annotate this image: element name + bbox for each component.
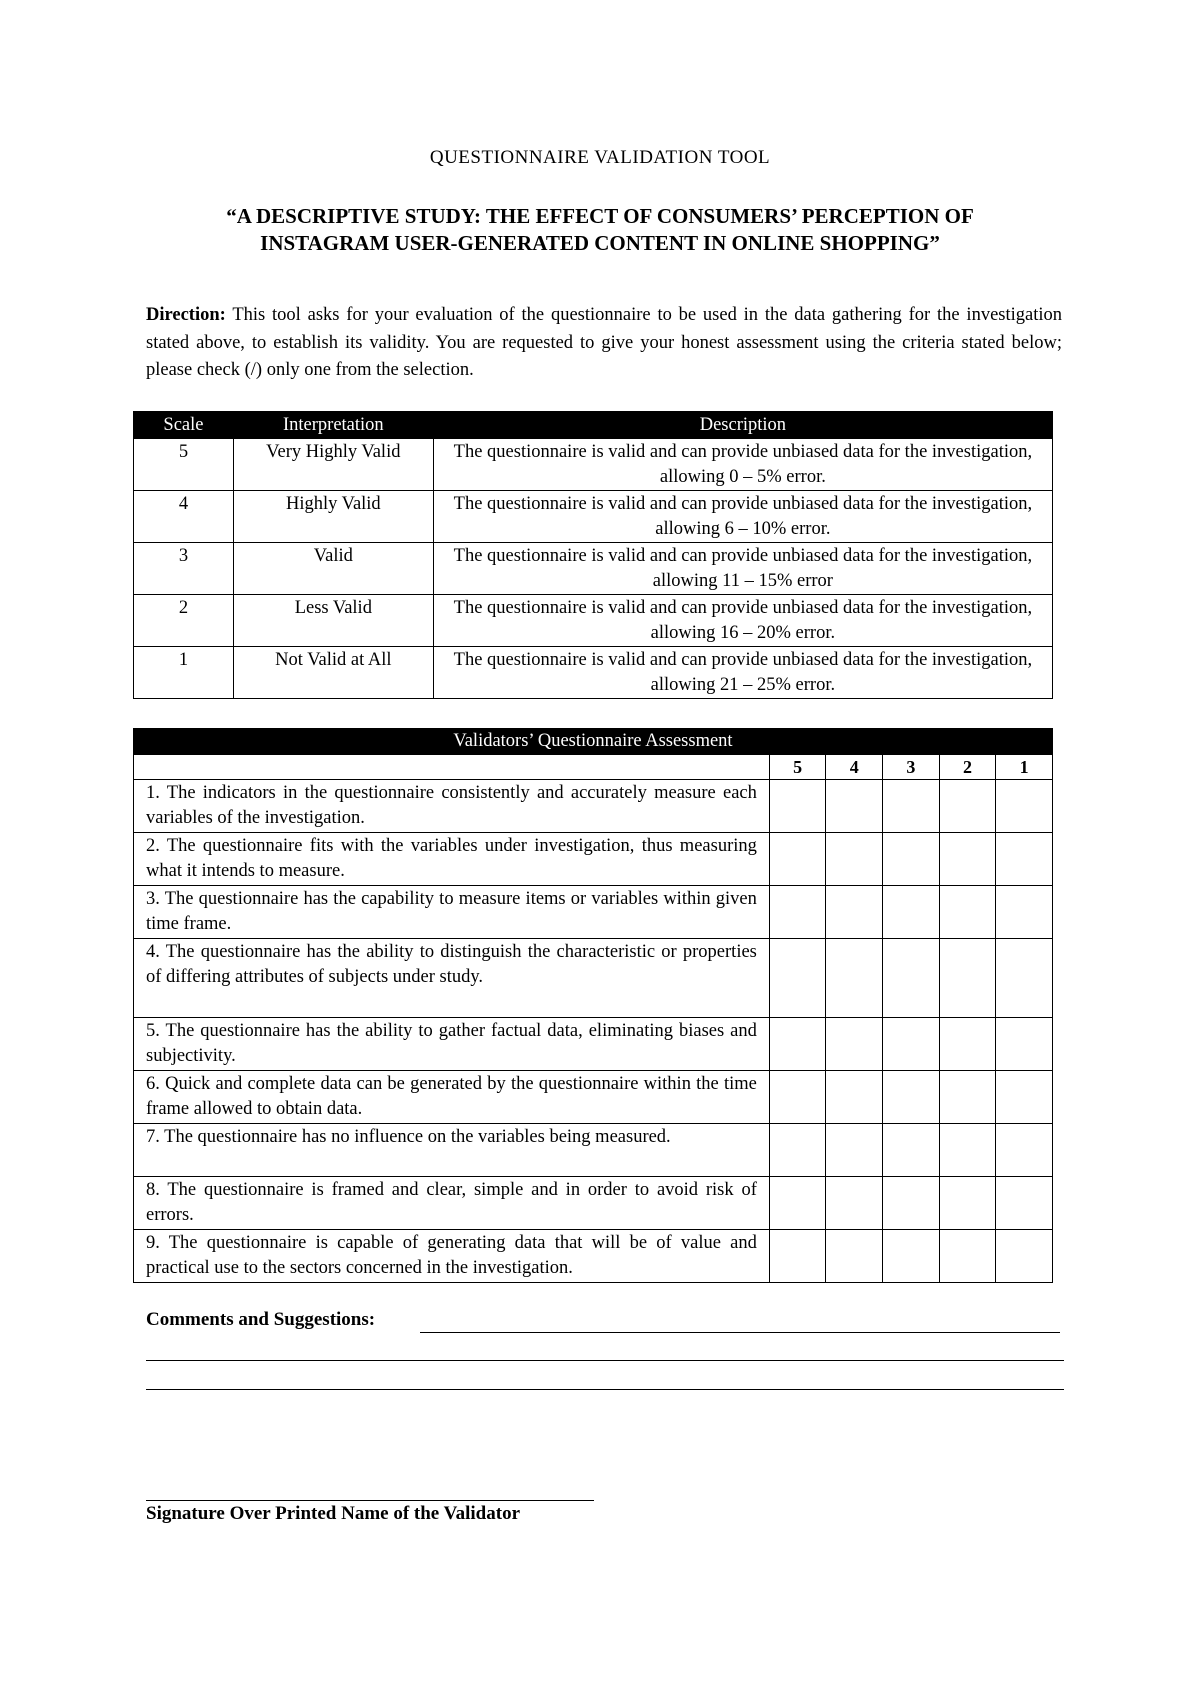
assessment-item: 4. The questionnaire has the ability to distinguish the characteristic or properties of differing attributes of subjects under study. bbox=[134, 939, 770, 1018]
rating-header-3: 3 bbox=[883, 755, 940, 780]
scale-row bbox=[134, 491, 1053, 543]
rating-cell-4[interactable] bbox=[826, 1230, 883, 1283]
rating-cell-1[interactable] bbox=[996, 1071, 1053, 1124]
scale-row bbox=[134, 595, 1053, 647]
comments-label: Comments and Suggestions: bbox=[146, 1309, 376, 1330]
assessment-item: 9. The questionnaire is capable of generating data that will be of value and practical use to the sectors concerned in the investigation. bbox=[134, 1230, 770, 1283]
rating-cell-3[interactable] bbox=[883, 780, 940, 833]
rating-cell-3[interactable] bbox=[883, 939, 940, 1018]
rating-cell-1[interactable] bbox=[996, 1018, 1053, 1071]
rating-header-2: 2 bbox=[939, 755, 996, 780]
rating-cell-5[interactable] bbox=[769, 780, 826, 833]
assessment-table bbox=[133, 728, 1053, 1283]
study-title-line-1: “A DESCRIPTIVE STUDY: THE EFFECT OF CONSUMERS’ PERCEPTION OF bbox=[226, 204, 974, 228]
rating-cell-3[interactable] bbox=[883, 886, 940, 939]
interpretation-header: Interpretation bbox=[233, 412, 433, 439]
rating-header-5: 5 bbox=[769, 755, 826, 780]
rating-cell-5[interactable] bbox=[769, 886, 826, 939]
rating-cell-3[interactable] bbox=[883, 833, 940, 886]
rating-cell-3[interactable] bbox=[883, 1124, 940, 1177]
rating-cell-1[interactable] bbox=[996, 780, 1053, 833]
direction-text: This tool asks for your evaluation of the questionnaire to be used in the data gathering for the investigation stated above, to establish its validity. You are requested to give your honest assessment using the criteria stated below; please check (/) only one from the selection. bbox=[146, 305, 1062, 380]
description-header: Description bbox=[433, 412, 1052, 439]
assessment-row bbox=[134, 1071, 1053, 1124]
rating-cell-2[interactable] bbox=[939, 1230, 996, 1283]
rating-cell-3[interactable] bbox=[883, 1230, 940, 1283]
rating-cell-1[interactable] bbox=[996, 1230, 1053, 1283]
description-value: The questionnaire is valid and can provide unbiased data for the investigation, allowing 6 – 10% error. bbox=[433, 491, 1052, 543]
signature-line[interactable] bbox=[146, 1500, 594, 1501]
interpretation-value: Less Valid bbox=[233, 595, 433, 647]
rating-cell-4[interactable] bbox=[826, 833, 883, 886]
direction-label: Direction: bbox=[146, 305, 226, 325]
rating-cell-1[interactable] bbox=[996, 833, 1053, 886]
rating-cell-2[interactable] bbox=[939, 833, 996, 886]
signature-label: Signature Over Printed Name of the Validator bbox=[146, 1503, 520, 1524]
rating-cell-1[interactable] bbox=[996, 886, 1053, 939]
scale-value: 3 bbox=[134, 543, 234, 595]
rating-cell-2[interactable] bbox=[939, 780, 996, 833]
assessment-item: 8. The questionnaire is framed and clear, simple and in order to avoid risk of errors. bbox=[134, 1177, 770, 1230]
scale-value: 5 bbox=[134, 439, 234, 491]
assessment-item: 6. Quick and complete data can be generated by the questionnaire within the time frame allowed to obtain data. bbox=[134, 1071, 770, 1124]
assessment-item: 7. The questionnaire has no influence on the variables being measured. bbox=[134, 1124, 770, 1177]
rating-cell-3[interactable] bbox=[883, 1071, 940, 1124]
rating-cell-2[interactable] bbox=[939, 1071, 996, 1124]
assessment-row bbox=[134, 1177, 1053, 1230]
rating-header-1: 1 bbox=[996, 755, 1053, 780]
rating-cell-5[interactable] bbox=[769, 1018, 826, 1071]
rating-cell-3[interactable] bbox=[883, 1177, 940, 1230]
interpretation-value: Valid bbox=[233, 543, 433, 595]
rating-header-4: 4 bbox=[826, 755, 883, 780]
assessment-item: 3. The questionnaire has the capability to measure items or variables within given time frame. bbox=[134, 886, 770, 939]
assessment-row bbox=[134, 780, 1053, 833]
rating-cell-2[interactable] bbox=[939, 1124, 996, 1177]
assessment-row bbox=[134, 1230, 1053, 1283]
scale-row bbox=[134, 543, 1053, 595]
rating-cell-4[interactable] bbox=[826, 886, 883, 939]
scale-header: Scale bbox=[134, 412, 234, 439]
assessment-item: 5. The questionnaire has the ability to gather factual data, eliminating biases and subjectivity. bbox=[134, 1018, 770, 1071]
scale-table bbox=[133, 411, 1053, 699]
assessment-title-row bbox=[134, 729, 1053, 755]
interpretation-value: Not Valid at All bbox=[233, 647, 433, 699]
rating-cell-5[interactable] bbox=[769, 1124, 826, 1177]
scale-row bbox=[134, 647, 1053, 699]
assessment-row bbox=[134, 1124, 1053, 1177]
rating-cell-1[interactable] bbox=[996, 939, 1053, 1018]
rating-cell-5[interactable] bbox=[769, 833, 826, 886]
rating-cell-2[interactable] bbox=[939, 886, 996, 939]
description-value: The questionnaire is valid and can provide unbiased data for the investigation, allowing 21 – 25% error. bbox=[433, 647, 1052, 699]
assessment-title: Validators’ Questionnaire Assessment bbox=[134, 729, 1053, 755]
direction-paragraph bbox=[146, 302, 1062, 385]
description-value: The questionnaire is valid and can provide unbiased data for the investigation, allowing 0 – 5% error. bbox=[433, 439, 1052, 491]
rating-cell-4[interactable] bbox=[826, 1177, 883, 1230]
rating-cell-4[interactable] bbox=[826, 1124, 883, 1177]
rating-cell-5[interactable] bbox=[769, 1071, 826, 1124]
assessment-row bbox=[134, 833, 1053, 886]
comments-line-2[interactable] bbox=[146, 1360, 1064, 1361]
comments-line-1[interactable] bbox=[420, 1332, 1060, 1333]
rating-cell-4[interactable] bbox=[826, 1071, 883, 1124]
rating-cell-5[interactable] bbox=[769, 1230, 826, 1283]
assessment-row bbox=[134, 886, 1053, 939]
rating-cell-5[interactable] bbox=[769, 1177, 826, 1230]
comments-line-3[interactable] bbox=[146, 1389, 1064, 1390]
scale-row bbox=[134, 439, 1053, 491]
description-value: The questionnaire is valid and can provide unbiased data for the investigation, allowing 16 – 20% error. bbox=[433, 595, 1052, 647]
rating-cell-2[interactable] bbox=[939, 1177, 996, 1230]
rating-header-blank bbox=[134, 755, 770, 780]
rating-cell-4[interactable] bbox=[826, 780, 883, 833]
rating-cell-3[interactable] bbox=[883, 1018, 940, 1071]
assessment-item: 2. The questionnaire fits with the variables under investigation, thus measuring what it intends to measure. bbox=[134, 833, 770, 886]
interpretation-value: Very Highly Valid bbox=[233, 439, 433, 491]
description-value: The questionnaire is valid and can provide unbiased data for the investigation, allowing 11 – 15% error bbox=[433, 543, 1052, 595]
rating-cell-2[interactable] bbox=[939, 1018, 996, 1071]
rating-cell-2[interactable] bbox=[939, 939, 996, 1018]
scale-value: 2 bbox=[134, 595, 234, 647]
scale-value: 4 bbox=[134, 491, 234, 543]
interpretation-value: Highly Valid bbox=[233, 491, 433, 543]
scale-value: 1 bbox=[134, 647, 234, 699]
rating-cell-4[interactable] bbox=[826, 1018, 883, 1071]
tool-title: QUESTIONNAIRE VALIDATION TOOL bbox=[429, 147, 771, 168]
study-title-line-2: INSTAGRAM USER-GENERATED CONTENT IN ONLINE SHOPPING” bbox=[260, 231, 940, 255]
assessment-row bbox=[134, 1018, 1053, 1071]
rating-header-row bbox=[134, 755, 1053, 780]
rating-cell-1[interactable] bbox=[996, 1177, 1053, 1230]
assessment-row bbox=[134, 939, 1053, 1018]
rating-cell-5[interactable] bbox=[769, 939, 826, 1018]
rating-cell-4[interactable] bbox=[826, 939, 883, 1018]
scale-table-header bbox=[134, 412, 1053, 439]
assessment-item: 1. The indicators in the questionnaire consistently and accurately measure each variables of the investigation. bbox=[134, 780, 770, 833]
rating-cell-1[interactable] bbox=[996, 1124, 1053, 1177]
study-title bbox=[140, 203, 1060, 257]
